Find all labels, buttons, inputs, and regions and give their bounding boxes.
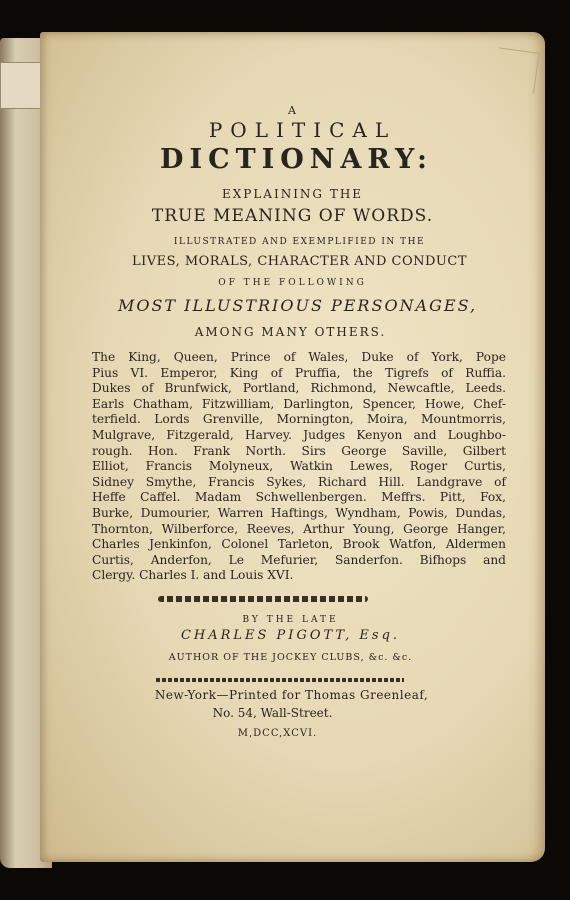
illustrated-line: ILLUSTRATED AND EXEMPLIFIED IN THE xyxy=(173,237,426,247)
subtitle-line-2: TRUE MEANING OF WORDS. xyxy=(151,206,434,226)
names-paragraph xyxy=(92,350,506,584)
names-line: Clergy. Charles I. and Louis XVI. xyxy=(92,568,294,583)
names-line: Curtis, Anderfon, Le Mefurier, Sanderfon. Bifhops and xyxy=(92,552,506,567)
names-line: Sidney Smythe, Francis Sykes, Richard Hill. Landgrave of xyxy=(92,474,506,489)
title-line-2: DICTIONARY: xyxy=(160,144,433,175)
among-line: AMONG MANY OTHERS. xyxy=(194,325,387,339)
names-line: Heffe Caffel. Madam Schwellenbergen. Meffrs. Pitt, Fox, xyxy=(92,490,506,505)
page-corner-fold xyxy=(493,47,539,93)
following-line: OF THE FOLLOWING xyxy=(218,278,367,288)
names-line: Elliot, Francis Molyneux, Watkin Lewes, Roger Curtis, xyxy=(92,459,506,474)
author-of-line: AUTHOR OF THE JOCKEY CLUBS, &c. &c. xyxy=(168,652,413,663)
names-line: Thornton, Wilberforce, Reeves, Arthur Young, George Hanger, xyxy=(92,521,506,536)
imprint-line-1: New-York—Printed for Thomas Greenleaf, xyxy=(154,688,429,702)
title-line-1: POLITICAL xyxy=(208,118,397,142)
names-line: rough. Hon. Frank North. Sirs George Saville, Gilbert xyxy=(92,443,506,458)
author-name: CHARLES PIGOTT, Esq. xyxy=(180,628,401,643)
by-the-late: BY THE LATE xyxy=(242,615,339,625)
imprint-line-2: No. 54, Wall-Street. xyxy=(212,706,333,720)
names-line: Mulgrave, Fitzgerald, Harvey. Judges Kenyon and Loughbo- xyxy=(92,427,506,442)
names-line: Dukes of Brunfwick, Portland, Richmond, Newcaftle, Leeds. xyxy=(92,381,506,396)
lives-line: LIVES, MORALS, CHARACTER AND CONDUCT xyxy=(131,254,467,269)
subtitle-line-1: EXPLAINING THE xyxy=(221,187,364,201)
names-line: Charles Jenkinfon, Colonel Tarleton, Brook Watfon, Aldermen xyxy=(92,537,506,552)
title-article: A xyxy=(288,104,297,117)
names-line: Earls Chatham, Fitzwilliam, Darlington, Spencer, Howe, Chef- xyxy=(92,396,506,411)
publication-year: M,DCC,XCVI. xyxy=(237,728,318,739)
names-line: Burke, Dumourier, Warren Haftings, Wyndham, Powis, Dundas, xyxy=(92,505,506,520)
names-line: The King, Queen, Prince of Wales, Duke of York, Pope xyxy=(92,350,506,364)
names-line: Pius VI. Emperor, King of Pruffia, the Tigrefs of Ruffia. xyxy=(92,365,506,380)
names-line: terfield. Lords Grenville, Mornington, Moira, Mountmorris, xyxy=(92,412,506,427)
personages-line: MOST ILLUSTRIOUS PERSONAGES, xyxy=(117,296,478,315)
